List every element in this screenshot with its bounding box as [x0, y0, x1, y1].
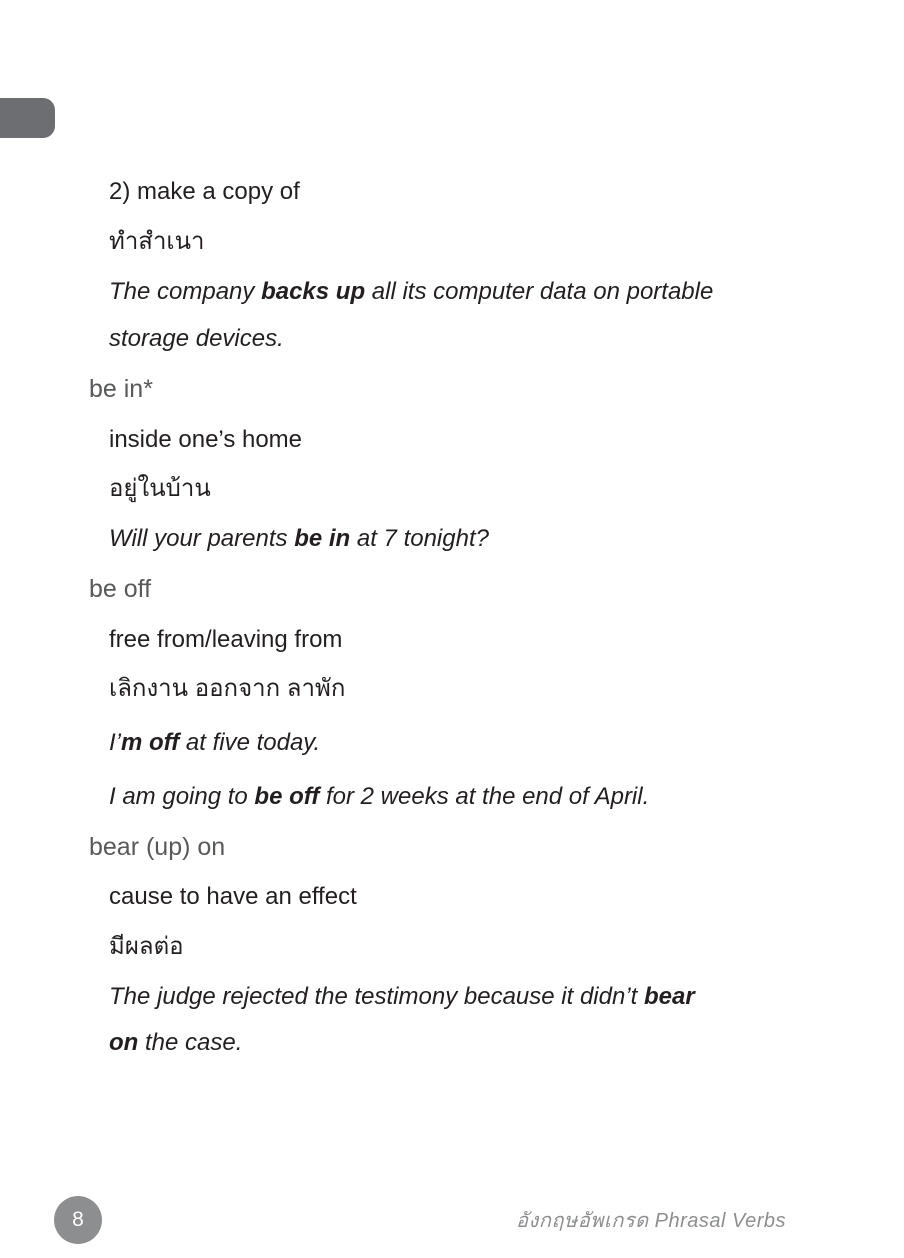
book-title-footer: อังกฤษอัพเกรด Phrasal Verbs — [516, 1210, 786, 1232]
example-bear-up-on: The judge rejected the testimony because it didn’t bear — [109, 983, 695, 1010]
page-number-badge: 8 — [54, 1196, 102, 1244]
example-be-off-1: I’m off at five today. — [109, 729, 321, 756]
definition-back-up-2: 2) make a copy of — [109, 178, 300, 205]
phrasal-verb-highlight: be off — [254, 783, 320, 810]
phrasal-verb-highlight: bear — [643, 983, 695, 1010]
phrasal-verb-highlight: on — [109, 1029, 139, 1056]
headword-bear-up-on: bear (up) on — [89, 833, 226, 861]
example-bear-up-on-cont: on the case. — [109, 1029, 243, 1056]
definition-be-in: inside one’s home — [109, 426, 303, 453]
phrasal-verb-highlight: be in — [294, 525, 351, 552]
phrasal-verb-highlight: m off — [121, 729, 180, 756]
thai-back-up-2: ทำสำเนา — [109, 228, 205, 255]
thai-bear-up-on: มีผลต่อ — [109, 933, 184, 960]
example-back-up-2: The company backs up all its computer data on portable — [109, 278, 714, 305]
section-tab-marker — [0, 98, 55, 138]
definition-be-off: free from/leaving from — [109, 626, 343, 653]
example-be-in: Will your parents be in at 7 tonight? — [109, 525, 489, 552]
thai-be-off: เลิกงาน ออกจาก ลาพัก — [109, 675, 346, 702]
headword-be-in: be in* — [89, 375, 153, 403]
example-be-off-2: I am going to be off for 2 weeks at the end of April. — [109, 783, 650, 810]
thai-be-in: อยู่ในบ้าน — [109, 475, 211, 502]
example-back-up-2-cont: storage devices. — [109, 325, 284, 352]
definition-bear-up-on: cause to have an effect — [109, 883, 357, 910]
headword-be-off: be off — [89, 575, 152, 603]
phrasal-verb-highlight: backs up — [261, 278, 366, 305]
